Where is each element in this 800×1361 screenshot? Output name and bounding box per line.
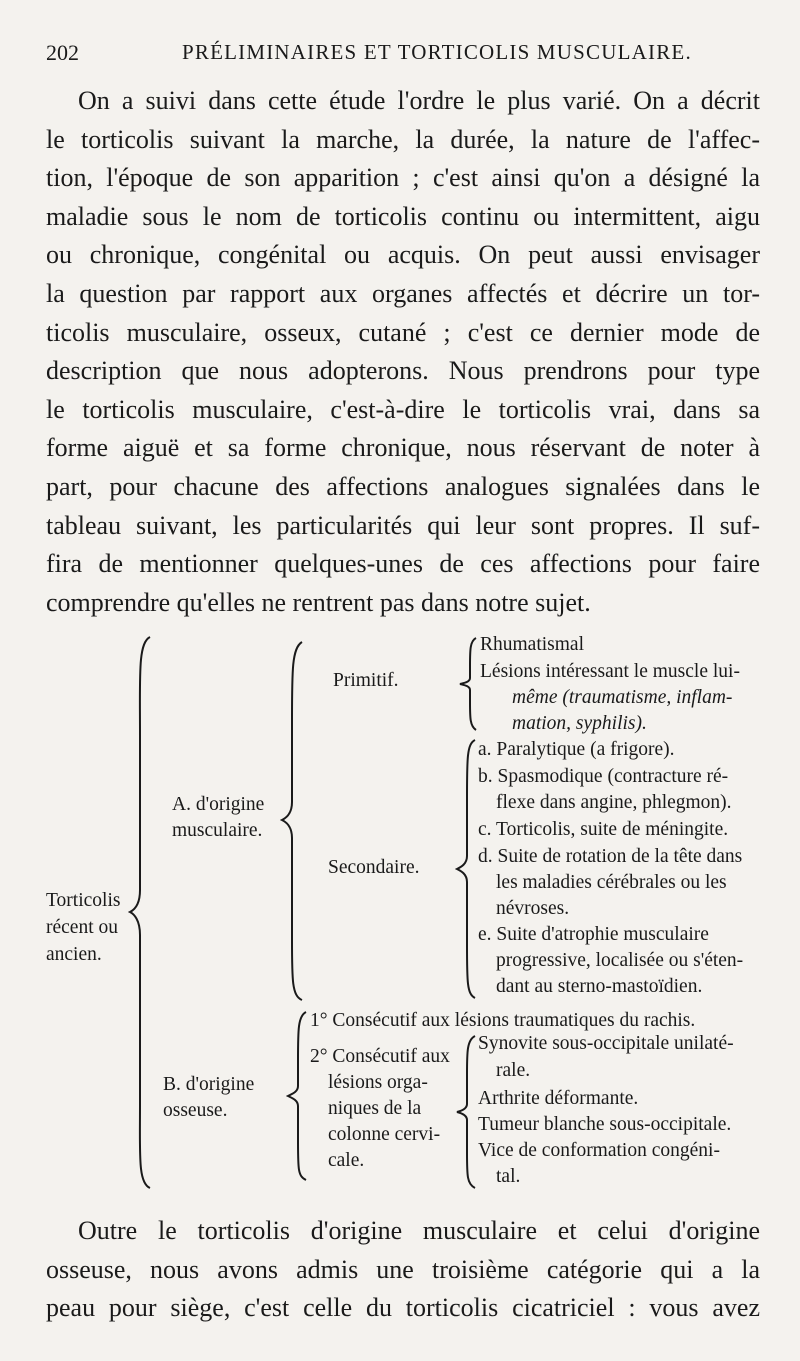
secondaire-item: névroses. xyxy=(496,898,570,919)
secondaire-item: e. Suite d'atrophie musculaire xyxy=(478,924,709,945)
category-a-label: A. d'origine xyxy=(172,794,265,815)
secondaire-item: flexe dans angine, phlegmon). xyxy=(496,792,732,813)
text-line: On a suivi dans cette étude l'ordre le plus varié. On a décrit xyxy=(78,86,760,115)
b2-label: cale. xyxy=(328,1150,365,1171)
b2-item: rale. xyxy=(496,1060,531,1081)
secondaire-item: b. Spasmodique (contracture ré- xyxy=(478,766,729,787)
primitif-label: Primitif. xyxy=(333,670,399,691)
category-b-label: osseuse. xyxy=(163,1100,228,1121)
b2-brace xyxy=(455,1034,479,1190)
secondaire-item: les maladies cérébrales ou les xyxy=(496,872,727,893)
text-line: maladie sous le nom de torticolis continu ou intermittent, aigu xyxy=(46,201,760,231)
primitif-item: Lésions intéressant le muscle lui- xyxy=(480,661,740,682)
b2-label: 2° Consécutif aux xyxy=(310,1046,450,1067)
text-line: tableau suivant, les particularités qui leur sont propres. Il suf- xyxy=(46,510,760,540)
b2-item: Tumeur blanche sous-occipitale. xyxy=(478,1114,732,1135)
secondaire-item: c. Torticolis, suite de méningite. xyxy=(478,819,729,840)
text-line: fira de mentionner quelques-unes de ces affections pour faire xyxy=(46,549,760,579)
text-line: peau pour siège, c'est celle du torticolis cicatriciel : vous avez xyxy=(46,1293,760,1323)
category-b-label: B. d'origine xyxy=(163,1074,255,1095)
category-b-brace xyxy=(286,1010,312,1182)
text-line: ou chronique, congénital ou acquis. On peut aussi envisager xyxy=(46,240,760,270)
root-label: ancien. xyxy=(46,944,102,965)
primitif-item: mation, syphilis). xyxy=(512,713,647,734)
root-label: Torticolis xyxy=(46,890,121,911)
primitif-item: même (traumatisme, inflam- xyxy=(512,687,733,708)
root-label: récent ou xyxy=(46,917,119,938)
b2-label: lésions orga- xyxy=(328,1072,428,1093)
b2-item: Vice de conformation congéni- xyxy=(478,1140,720,1161)
text-line: tion, l'époque de son apparition ; c'est ainsi qu'on a désigné la xyxy=(46,163,760,193)
b2-label: niques de la xyxy=(328,1098,422,1119)
category-a-label: musculaire. xyxy=(172,820,263,841)
b2-item: tal. xyxy=(496,1166,521,1187)
text-line: ticolis musculaire, osseux, cutané ; c'est ce dernier mode de xyxy=(46,317,760,347)
text-line: le torticolis suivant la marche, la durée, la nature de l'affec- xyxy=(46,124,760,154)
primitif-item: Rhumatismal xyxy=(480,634,584,655)
page-number: 202 xyxy=(46,40,79,65)
secondaire-item: a. Paralytique (a frigore). xyxy=(478,739,675,760)
text-line: le torticolis musculaire, c'est-à-dire le torticolis vrai, dans sa xyxy=(46,394,760,424)
secondaire-label: Secondaire. xyxy=(328,857,420,878)
b1-label: 1° Consécutif aux lésions traumatiques du rachis. xyxy=(310,1010,696,1031)
b2-item: Arthrite déformante. xyxy=(478,1088,639,1109)
text-line: Outre le torticolis d'origine musculaire et celui d'origine xyxy=(78,1216,760,1245)
secondaire-item: d. Suite de rotation de la tête dans xyxy=(478,846,743,867)
secondaire-item: dant au sterno-mastoïdien. xyxy=(496,976,703,997)
b2-label: colonne cervi- xyxy=(328,1124,441,1145)
text-line: comprendre qu'elles ne rentrent pas dans notre sujet. xyxy=(46,587,591,617)
secondaire-item: progressive, localisée ou s'éten- xyxy=(496,950,744,971)
category-a-brace xyxy=(280,640,308,1002)
paragraph-continuation xyxy=(46,1212,760,1328)
root-brace xyxy=(128,635,158,1190)
text-line: osseuse, nous avons admis une troisième catégorie qui a la xyxy=(46,1254,760,1284)
primitif-brace xyxy=(458,636,480,732)
secondaire-brace xyxy=(455,738,479,1000)
text-line: la question par rapport aux organes affectés et décrire un tor- xyxy=(46,278,760,308)
running-title: PRÉLIMINAIRES ET TORTICOLIS MUSCULAIRE. xyxy=(182,40,692,64)
text-line: part, pour chacune des affections analogues signalées dans le xyxy=(46,471,760,501)
text-line: description que nous adopterons. Nous prendrons pour type xyxy=(46,356,760,386)
text-line: forme aiguë et sa forme chronique, nous réservant de noter à xyxy=(46,433,760,463)
b2-item: Synovite sous-occipitale unilaté- xyxy=(478,1033,734,1054)
